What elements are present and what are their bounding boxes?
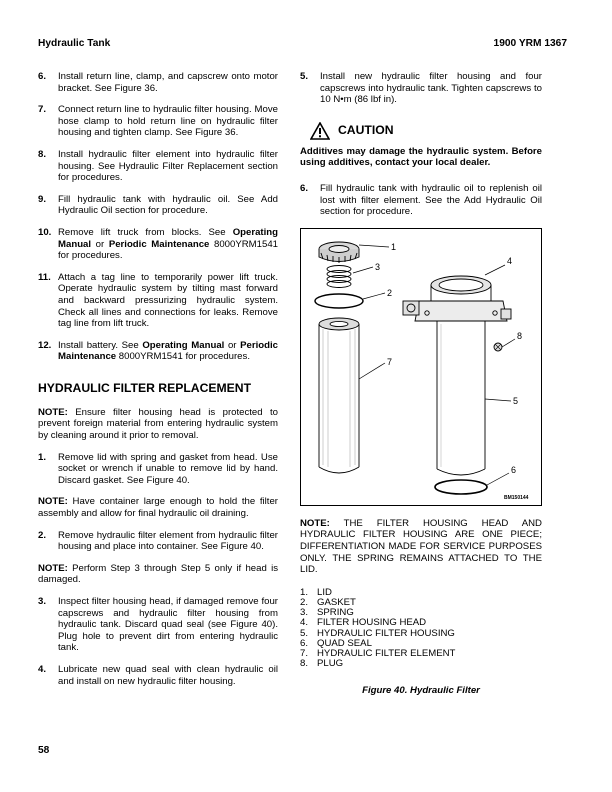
figure-caption: Figure 40. Hydraulic Filter xyxy=(362,685,480,697)
warning-triangle-icon xyxy=(310,122,330,140)
caution-title: CAUTION xyxy=(338,122,394,137)
section-title: HYDRAULIC FILTER REPLACEMENT xyxy=(38,380,252,395)
lid-part xyxy=(319,242,359,263)
page-number: 58 xyxy=(38,745,50,756)
filter-housing-part xyxy=(403,276,511,475)
step-10: 10. Remove lift truck from blocks. See Operating Manual or Periodic Maintenance 8000YRM1541 for procedures. xyxy=(38,226,278,262)
callout-7: 7 xyxy=(387,356,393,367)
step-7: 7. Connect return line to hydraulic filter housing. Move hose clamp to hold return line on hydraulic filter housing and tighten clamp. See Figure 36. xyxy=(38,104,278,139)
caution-heading xyxy=(300,122,542,140)
legend-item: 7. HYDRAULIC FILTER ELEMENT xyxy=(300,647,456,659)
step-11: 11. Attach a tag line to temporarily power lift truck. Operate hydraulic system by tilting mast forward and backward pressurizing hydraulic system. Check all lines and connections for leaks. Remove tag line from lift truck. xyxy=(38,271,278,330)
callout-2: 2 xyxy=(387,287,393,298)
left-column xyxy=(38,71,278,697)
replace-step-2: 2. Remove hydraulic filter element from hydraulic filter housing and place into container. See Figure 40. xyxy=(38,529,278,553)
step-9: 9. Fill hydraulic tank with hydraulic oil. See Add Hydraulic Oil section for procedure. xyxy=(38,193,278,217)
quad-seal-part xyxy=(435,480,487,494)
plug-part xyxy=(494,343,502,351)
callout-4: 4 xyxy=(507,255,513,266)
step-8: 8. Install hydraulic filter element into hydraulic filter housing. See Hydraulic Filter Replacement section for procedures. xyxy=(38,148,278,184)
running-header-section: Hydraulic Tank xyxy=(38,38,111,49)
running-header-doc-id: 1900 YRM 1367 xyxy=(493,38,567,49)
legend-item: 3. SPRING xyxy=(300,607,354,619)
hydraulic-filter-figure xyxy=(300,228,542,506)
callout-8: 8 xyxy=(517,330,523,341)
caution-text: Additives may damage the hydraulic system. Before using additives, contact your local dealer. xyxy=(300,145,542,169)
hydraulic-filter-exploded-diagram xyxy=(301,229,541,505)
callout-6: 6 xyxy=(511,464,517,475)
replace-step-1: 1. Remove lid with spring and gasket from head. Use socket or wrench if unable to remove lid by hand. Discard gasket. See Figure 40. xyxy=(38,451,278,486)
legend-item: 6. QUAD SEAL xyxy=(300,637,372,649)
legend-item: 2. GASKET xyxy=(300,596,356,608)
callout-3: 3 xyxy=(375,261,381,272)
callout-1: 1 xyxy=(391,241,397,252)
replace-step-3: 3. Inspect filter housing head, if damaged remove four capscrews and hydraulic filter housing from hydraulic tank. Discard quad seal (see Figure 40). Plug hole to prevent dirt from entering hydraulic tank. xyxy=(38,596,278,654)
step-12: 12. Install battery. See Operating Manual or Periodic Maintenance 8000YRM1541 for procedures. xyxy=(38,339,278,363)
note-steps-3-5: NOTE: Perform Step 3 through Step 5 only if head is damaged. xyxy=(38,562,278,586)
note-container: NOTE: Have container large enough to hold the filter assembly and allow for final hydraulic oil draining. xyxy=(38,496,278,520)
gasket-part xyxy=(315,294,363,308)
filter-element-part xyxy=(319,318,359,473)
legend-item: 4. FILTER HOUSING HEAD xyxy=(300,617,427,629)
figure-id-code: BM150144 xyxy=(504,494,529,501)
parts-legend xyxy=(300,588,542,670)
spring-part xyxy=(327,265,351,287)
replace-step-6: 6. Fill hydraulic tank with hydraulic oil to replenish oil lost with filter element. See the Add Hydraulic Oil section for procedure. xyxy=(300,182,542,218)
legend-item: 1. LID xyxy=(300,586,332,598)
replace-step-4: 4. Lubricate new quad seal with clean hydraulic oil and install on new hydraulic filter housing. xyxy=(38,663,278,687)
right-column xyxy=(300,71,542,697)
callout-5: 5 xyxy=(513,395,519,406)
legend-item: 8. PLUG xyxy=(300,658,344,670)
note-protect-head: NOTE: Ensure filter housing head is protected to prevent foreign material from entering hydraulic system by cleaning around it prior to removal. xyxy=(38,406,278,442)
figure-note: NOTE: THE FILTER HOUSING HEAD AND HYDRAULIC FILTER HOUSING ARE ONE PIECE; DIFFERENTIATION MADE FOR SERVICE PURPOSES ONLY. THE SPRING REMAINS ATTACHED TO THE LID. xyxy=(300,517,542,576)
legend-item: 5. HYDRAULIC FILTER HOUSING xyxy=(300,627,455,639)
step-6: 6. Install return line, clamp, and capscrew onto motor bracket. See Figure 36. xyxy=(38,71,278,94)
replace-step-5: 5. Install new hydraulic filter housing and four capscrews into hydraulic tank. Tighten capscrews to 10 N•m (86 lbf in). xyxy=(300,71,542,106)
